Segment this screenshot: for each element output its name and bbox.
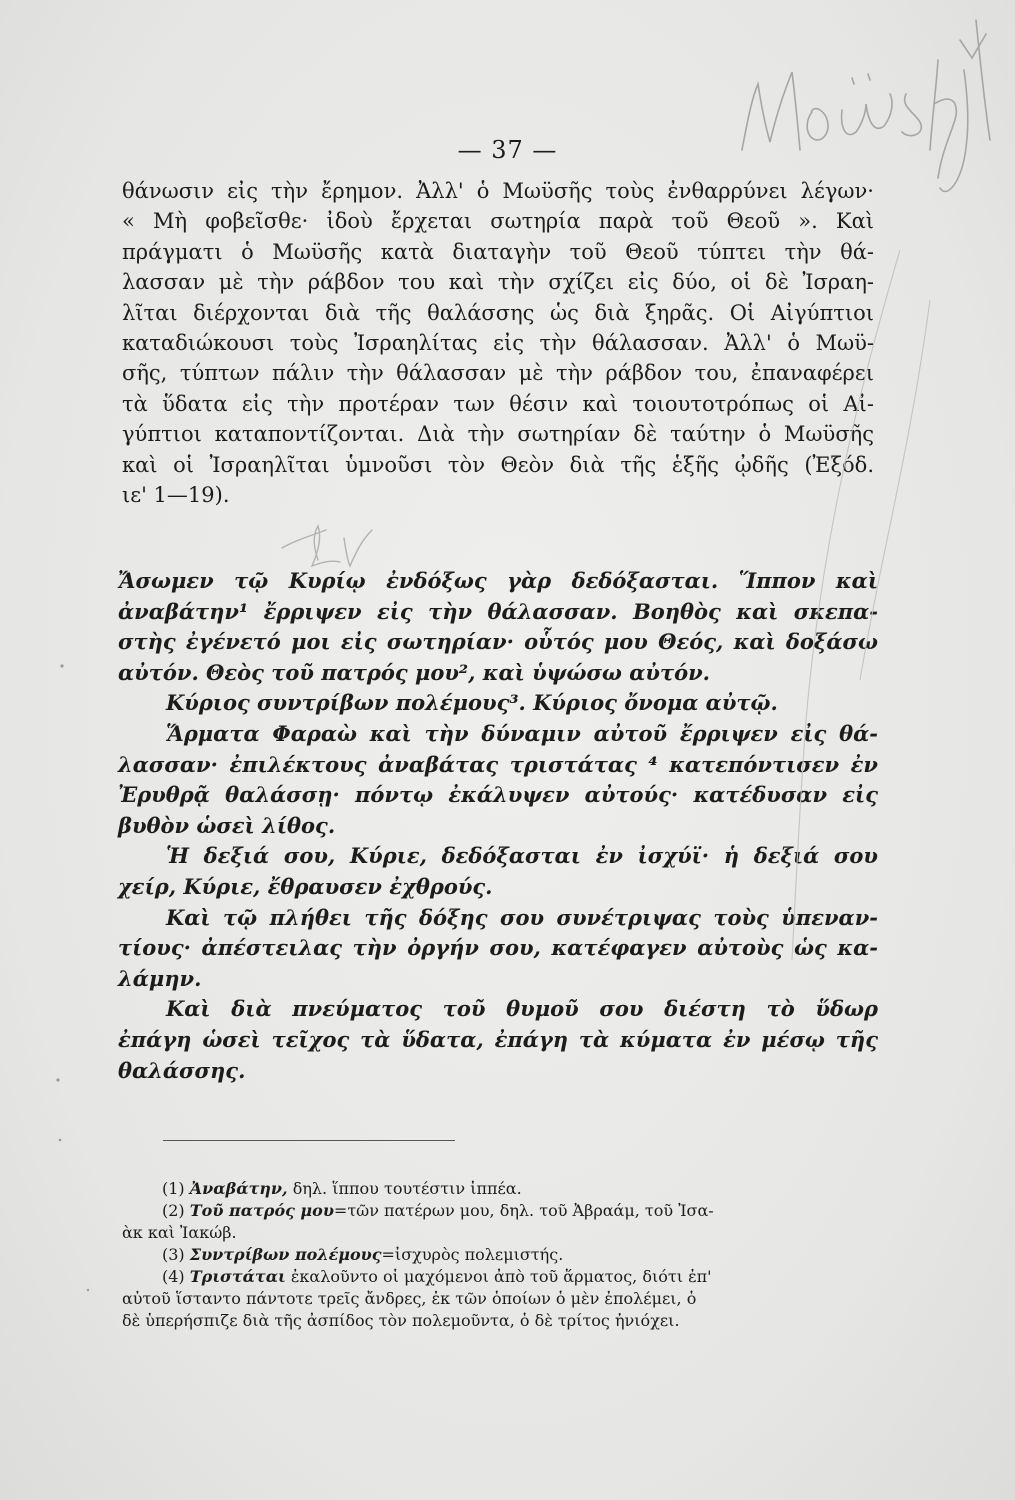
footnote-4-continued: δὲ ὑπερήσπιζε διὰ τῆς ἀσπίδος τὸν πολεμοῦντα, ὁ δὲ τρίτος ἡνιόχει. — [122, 1311, 680, 1330]
body-line: τὰ ὕδατα εἰς τὴν προτέραν των θέσιν καὶ τοιουτοτρόπως οἱ Αἰ- — [122, 391, 874, 416]
ode-line: Καὶ τῷ πλήθει τῆς δόξης σου συνέτριψας τοὺς ὑπεναν- — [166, 904, 878, 930]
handwritten-initials — [282, 526, 372, 566]
ode-line: Ἅρματα Φαραὼ καὶ τὴν δύναμιν αὐτοῦ ἔρριψεν εἰς θά- — [166, 720, 878, 746]
ode-line: Ἐρυθρᾷ θαλάσσῃ· πόντῳ ἐκάλυψεν αὐτούς· κατέδυσαν εἰς — [118, 782, 878, 808]
page-number: — 37 — — [457, 136, 558, 164]
body-line: γύπτιοι καταποντίζονται. Διὰ τὴν σωτηρίαν δὲ ταύτην ὁ Μωϋσῆς — [122, 422, 874, 447]
body-line: θάνωσιν εἰς τὴν ἔρημον. Ἀλλ' ὁ Μωϋσῆς τοὺς ἐνθαρρύνει λέγων· — [122, 179, 874, 203]
footnotes — [122, 1178, 842, 1332]
footnote-1: (1) Ἀναβάτην, δηλ. ἵππου τουτέστιν ἱππέα. — [162, 1179, 522, 1198]
ode-line: ἐπάγη ὡσεὶ τεῖχος τὰ ὕδατα, ἐπάγη τὰ κύματα ἐν μέσῳ τῆς — [118, 1026, 878, 1052]
body-line: λασσαν μὲ τὴν ράβδον του καὶ τὴν σχίζει εἰς δύο, οἱ δὲ Ἰσραη- — [122, 270, 874, 295]
handwritten-corner-word — [742, 20, 990, 192]
ode-line: τίους· ἀπέστειλας τὴν ὀργήν σου, κατέφαγεν αὐτοὺς ὡς κα- — [118, 935, 878, 961]
footnote-separator — [163, 1140, 455, 1141]
body-line: σῆς, τύπτων πάλιν τὴν θάλασσαν μὲ τὴν ράβδον του, ἐπαναφέρει — [122, 361, 874, 386]
page-specks — [56, 664, 89, 1291]
body-line: « Μὴ φοβεῖσθε· ἰδοὺ ἔρχεται σωτηρία παρὰ τοῦ Θεοῦ ». Καὶ — [122, 209, 874, 234]
body-line: λῖται διέρχονται διὰ τῆς θαλάσσης ὡς διὰ ξηρᾶς. Οἱ Αἰγύπτιοι — [122, 300, 874, 325]
ode-line: Ἄσωμεν τῷ Κυρίῳ ἐνδόξως γὰρ δεδόξασται. Ἵππον καὶ — [118, 568, 878, 593]
body-line: καὶ οἱ Ἰσραηλῖται ὑμνοῦσι τὸν Θεὸν διὰ τῆς ἑξῆς ᾠδῆς (Ἐξόδ. — [122, 452, 874, 477]
ode-line: λάμην. — [118, 965, 202, 991]
footnote-2-continued: ὰκ καὶ Ἰακώβ. — [122, 1223, 237, 1242]
body-line: καταδιώκουσι τοὺς Ἰσραηλίτας εἰς τὴν θάλασσαν. Ἀλλ' ὁ Μωϋ- — [122, 331, 874, 356]
ode-line: λασσαν· ἐπιλέκτους ἀναβάτας τριστάτας ⁴ κατεπόντισεν ἐν — [118, 751, 878, 777]
ode-line: θαλάσσης. — [118, 1057, 246, 1083]
narrative-paragraph — [122, 176, 874, 510]
ode-line: στὴς ἐγένετό μοι εἰς σωτηρίαν· οὗτός μου Θεός, καὶ δοξάσω — [118, 629, 878, 655]
ode-line: Καὶ διὰ πνεύματος τοῦ θυμοῦ σου διέστη τὸ ὕδωρ — [166, 996, 878, 1022]
footnote-2: (2) Τοῦ πατρός μου=τῶν πατέρων μου, δηλ. τοῦ Ἀβραάμ, τοῦ Ἰσα- — [162, 1201, 714, 1220]
body-line: πράγματι ὁ Μωϋσῆς κατὰ διαταγὴν τοῦ Θεοῦ τύπτει τὴν θά- — [122, 239, 874, 264]
ode-line: ἀναβάτην¹ ἔρριψεν εἰς τὴν θάλασσαν. Βοηθὸς καὶ σκεπα- — [118, 598, 878, 624]
body-line: ιε' 1—19). — [122, 483, 230, 508]
ode-line: Ἡ δεξιά σου, Κύριε, δεδόξασται ἐν ἰσχύϊ· ἡ δεξιά σου — [166, 843, 878, 869]
ode-line: βυθὸν ὡσεὶ λίθος. — [118, 812, 336, 838]
ode-line: Κύριος συντρίβων πολέμους³. Κύριος ὄνομα αὐτῷ. — [166, 690, 778, 716]
footnote-3: (3) Συντρίβων πολέμους=ἰσχυρὸς πολεμιστής. — [162, 1245, 564, 1264]
ode-line: αὐτόν. Θεὸς τοῦ πατρός μου², καὶ ὑψώσω αὐτόν. — [118, 659, 710, 685]
footnote-4: (4) Τριστάται ἐκαλοῦντο οἱ μαχόμενοι ἀπὸ τοῦ ἅρματος, διότι ἐπ' — [162, 1267, 712, 1286]
ode-line: χείρ, Κύριε, ἔθραυσεν ἐχθρούς. — [118, 873, 493, 899]
ode-of-moses — [118, 566, 878, 1086]
footnote-4-continued: αὐτοῦ ἵσταντο πάντοτε τρεῖς ἄνδρες, ἐκ τῶν ὁποίων ὁ μὲν ἐπολέμει, ὁ — [122, 1289, 697, 1308]
